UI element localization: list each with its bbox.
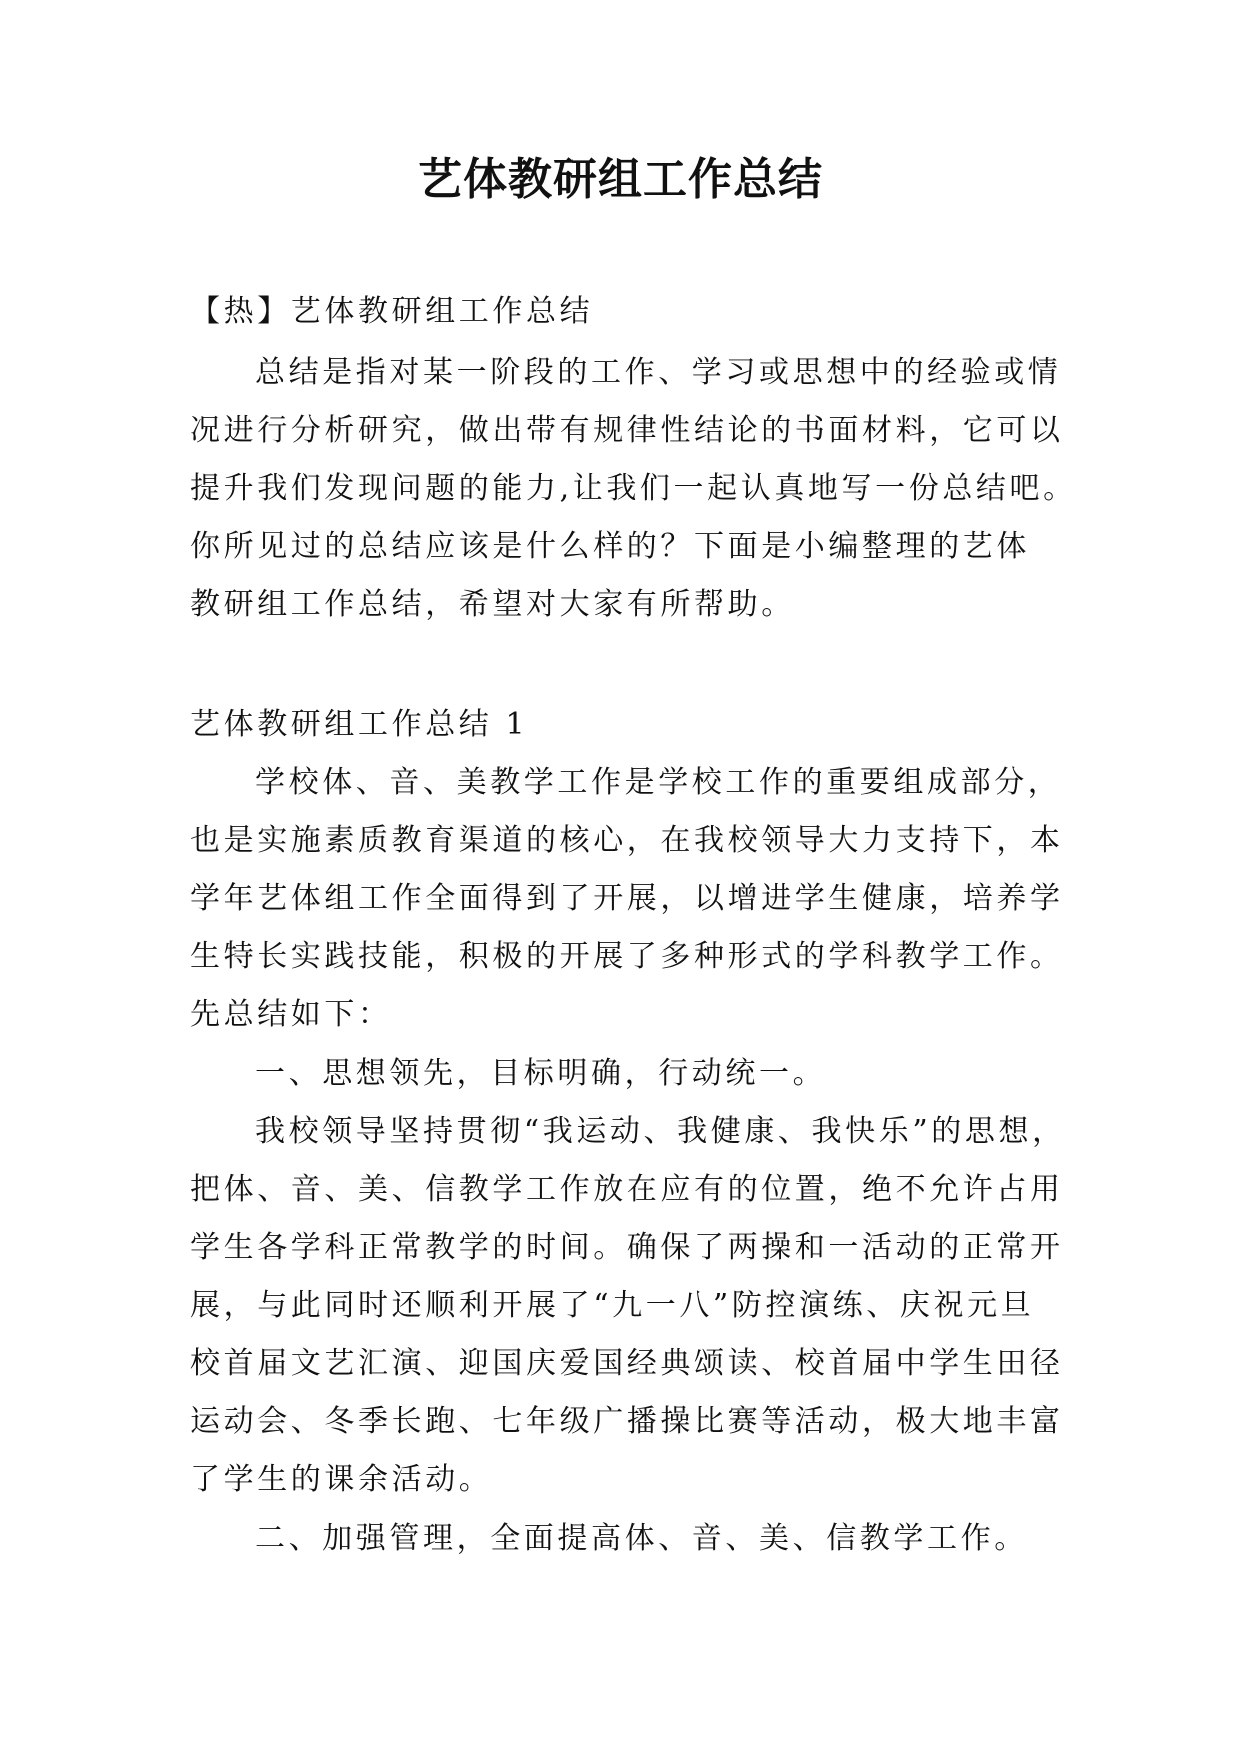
body-line-7: 把体、音、美、信教学工作放在应有的位置，绝不允许占用: [190, 1172, 1064, 1207]
body-line-4: 生特长实践技能，积极的开展了多种形式的学科教学工作。: [190, 939, 1064, 974]
body-line-11: 运动会、冬季长跑、七年级广播操比赛等活动，极大地丰富: [190, 1404, 1064, 1439]
document-title: 艺体教研组工作总结: [418, 154, 823, 205]
body-line-12: 了学生的课余活动。: [190, 1462, 493, 1497]
intro-line-5: 教研组工作总结，希望对大家有所帮助。: [190, 587, 795, 622]
intro-line-1: 总结是指对某一阶段的工作、学习或思想中的经验或情: [255, 355, 1062, 390]
intro-line-3: 提升我们发现问题的能力,让我们一起认真地写一份总结吧。: [190, 471, 1077, 506]
section-heading: 艺体教研组工作总结 1: [190, 707, 529, 742]
intro-line-4: 你所见过的总结应该是什么样的？下面是小编整理的艺体: [190, 529, 1030, 564]
body-line-2: 也是实施素质教育渠道的核心，在我校领导大力支持下，本: [190, 823, 1064, 858]
body-line-10: 校首届文艺汇演、迎国庆爱国经典颂读、校首届中学生田径: [190, 1346, 1064, 1381]
hot-heading: 【热】艺体教研组工作总结: [190, 294, 594, 329]
body-line-8: 学生各学科正常教学的时间。确保了两操和一活动的正常开: [190, 1230, 1064, 1265]
body-line-6: 我校领导坚持贯彻“我运动、我健康、我快乐”的思想，: [255, 1114, 1066, 1149]
subheading-2: 二、加强管理，全面提高体、音、美、信教学工作。: [255, 1521, 1028, 1556]
intro-line-2: 况进行分析研究，做出带有规律性结论的书面材料，它可以: [190, 413, 1064, 448]
body-line-9: 展，与此同时还顺利开展了“九一八”防控演练、庆祝元旦: [190, 1288, 1035, 1323]
body-line-3: 学年艺体组工作全面得到了开展，以增进学生健康，培养学: [190, 881, 1064, 916]
body-line-1: 学校体、音、美教学工作是学校工作的重要组成部分，: [255, 765, 1062, 800]
body-line-5: 先总结如下：: [190, 997, 392, 1032]
subheading-1: 一、思想领先，目标明确，行动统一。: [255, 1056, 827, 1091]
